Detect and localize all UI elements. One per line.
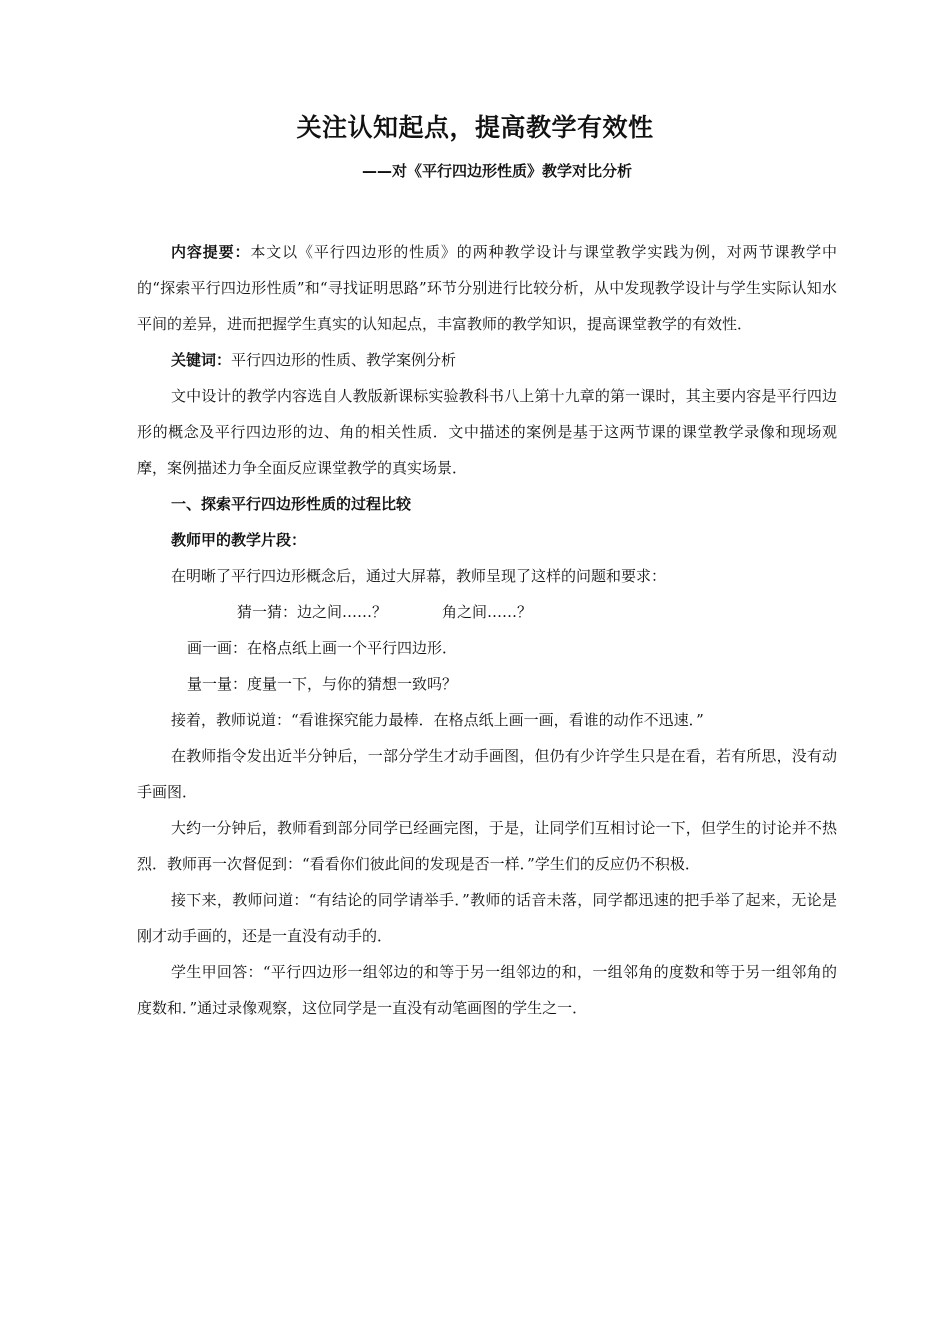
paragraph-5: 接下来，教师问道：“有结论的同学请举手．”教师的话音未落，同学都迅速的把手举了起来，无论是刚才动手画的，还是一直没有动手的．	[137, 891, 837, 945]
paragraph-1: 在明晰了平行四边形概念后，通过大屏幕，教师呈现了这样的问题和要求：	[171, 567, 667, 585]
abstract-paragraph	[137, 234, 837, 342]
document-title: 关注认知起点，提高教学有效性	[296, 113, 654, 142]
keywords-label: 关键词：	[171, 351, 232, 369]
guess-line	[137, 594, 837, 630]
intro-paragraph: 文中设计的教学内容选自人教版新课标实验教科书八上第十九章的第一课时，其主要内容是平行四边形的概念及平行四边形的边、角的相关性质．文中描述的案例是基于这两节课的课堂教学录像和现场观摩，案例描述力争全面反应课堂教学的真实场景．	[137, 387, 837, 477]
guess-angles: 角之间……？	[442, 603, 533, 621]
teacher-a-heading: 教师甲的教学片段：	[171, 531, 307, 549]
abstract-label: 内容提要：	[171, 243, 251, 261]
paragraph-6: 学生甲回答：“平行四边形一组邻边的和等于另一组邻边的和，一组邻角的度数和等于另一组邻角的度数和．”通过录像观察，这位同学是一直没有动笔画图的学生之一．	[137, 963, 837, 1017]
document-subtitle: ——对《平行四边形性质》教学对比分析	[361, 162, 632, 180]
draw-instruction: 画一画：在格点纸上画一个平行四边形．	[187, 639, 458, 657]
guess-sides: 猜一猜：边之间……？	[237, 603, 388, 621]
keywords-paragraph	[137, 342, 837, 378]
measure-instruction: 量一量：度量一下，与你的猜想一致吗？	[187, 675, 458, 693]
keywords-text: 平行四边形的性质、教学案例分析	[231, 351, 457, 369]
paragraph-3: 在教师指令发出近半分钟后，一部分学生才动手画图，但仍有少许学生只是在看，若有所思，没有动手画图．	[137, 747, 837, 801]
section-heading: 一、探索平行四边形性质的过程比较	[171, 495, 412, 513]
paragraph-4: 大约一分钟后，教师看到部分同学已经画完图，于是，让同学们互相讨论一下，但学生的讨论并不热烈．教师再一次督促到：“看看你们彼此间的发现是否一样．”学生们的反应仍不积极．	[137, 819, 837, 873]
abstract-text: 本文以《平行四边形的性质》的两种教学设计与课堂教学实践为例，对两节课教学中的“探索平行四边形性质”和“寻找证明思路”环节分别进行比较分析，从中发现教学设计与学生实际认知水平间的差异，进而把握学生真实的认知起点，丰富教师的教学知识，提高课堂教学的有效性．	[137, 243, 837, 333]
document-body	[137, 234, 837, 1026]
paragraph-2: 接着，教师说道：“看谁探究能力最棒．在格点纸上画一画，看谁的动作不迅速．”	[171, 711, 704, 729]
